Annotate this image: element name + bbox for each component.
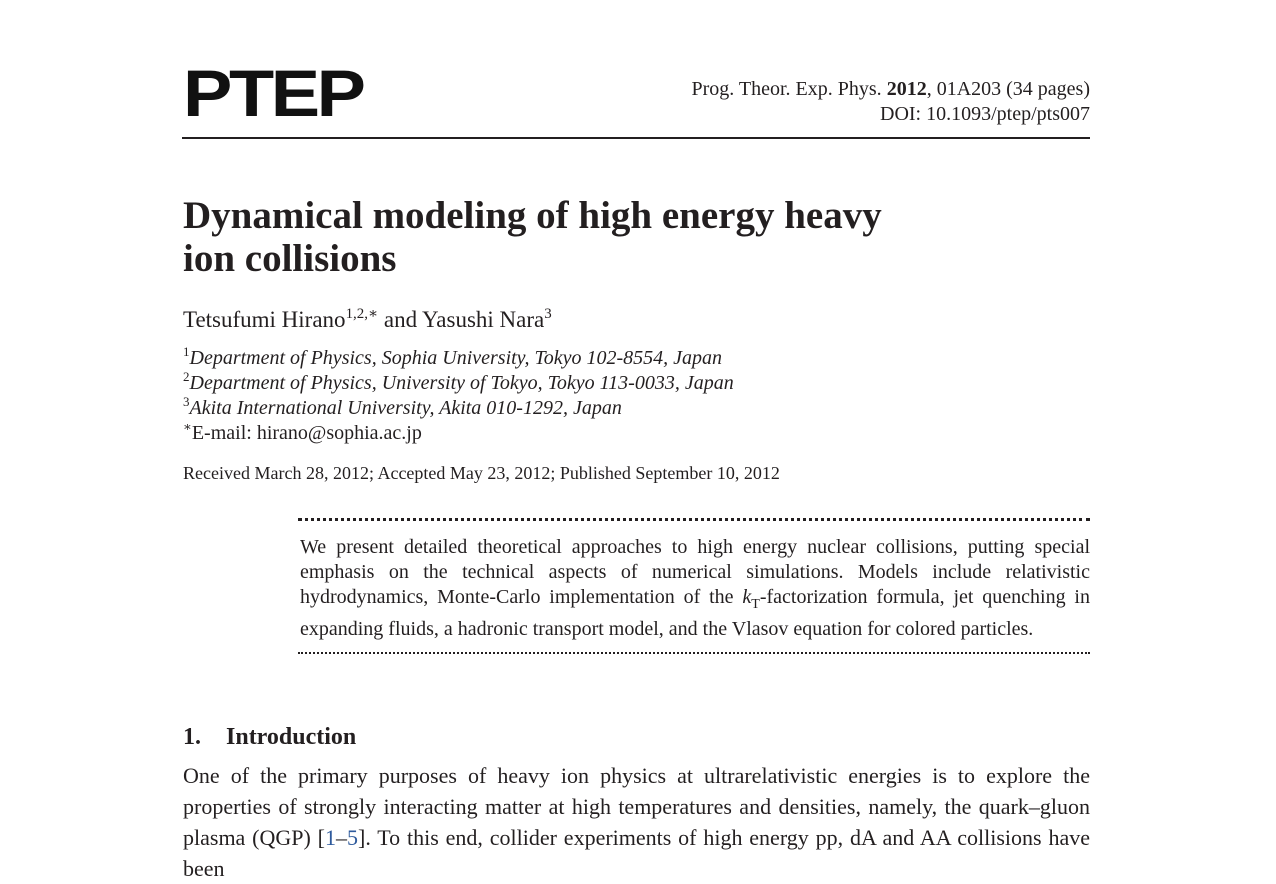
abstract <box>298 518 1090 666</box>
section-heading <box>183 722 356 752</box>
header-rule <box>182 137 1090 139</box>
introduction-paragraph: One of the primary purposes of heavy ion physics at ultrarelativistic energies is to explore the properties of strongly interacting matter at high temperatures and densities, namely, the quark–gluon plasma (QGP) [1–5]. To this end, collider experiments of high energy pp, dA and AA collisions have been <box>183 763 1090 881</box>
abstract-bottom-divider <box>298 652 1090 666</box>
affiliation: $^2$Department of Physics, University of Tokyo, Tokyo 113-0033, Japan <box>183 369 734 394</box>
section-title: Introduction <box>226 724 357 750</box>
affiliation: $^3$Akita International University, Akita 010-1292, Japan <box>183 394 622 419</box>
article-title: Dynamical modeling of high energy heavy ion collisions <box>183 194 882 280</box>
journal-reference: Prog. Theor. Exp. Phys. 2012, 01A203 (34 pages) <box>691 78 1090 100</box>
citation-link[interactable]: 1 <box>325 825 336 850</box>
affiliation: $^1$Department of Physics, Sophia University, Tokyo 102-8554, Japan <box>183 344 723 369</box>
journal-logo: PTEP <box>183 56 363 130</box>
author-list: Tetsufumi Hirano$^{1,2,∗}$ and Yasushi Nara$^3$ <box>183 306 552 332</box>
author-name: Tetsufumi Hirano <box>183 307 346 332</box>
abstract-top-divider <box>298 518 1090 533</box>
author-affiliation-marks: 3 <box>544 306 552 323</box>
publication-dates: Received March 28, 2012; Accepted May 23, 2012; Published September 10, 2012 <box>183 463 780 483</box>
affiliations <box>183 346 734 446</box>
abstract-text: We present detailed theoretical approaches to high energy nuclear collisions, putting special emphasis on the technical aspects of numerical simulations. Models include relativistic hydrodynamics, Monte-Carlo implementation of the $k_T$-factorization formula, jet quenching in expanding fluids, a hadronic transport model, and the Vlasov equation for colored particles. <box>300 536 1090 640</box>
corresponding-email: ∗E-mail: hirano@sophia.ac.jp <box>183 419 422 444</box>
author-name: Yasushi Nara <box>421 307 545 332</box>
journal-year: 2012 <box>886 78 927 100</box>
journal-citation <box>691 77 1090 127</box>
doi: DOI: 10.1093/ptep/pts007 <box>880 103 1090 125</box>
section-number: 1. <box>183 724 201 750</box>
citation-link[interactable]: 5 <box>347 825 358 850</box>
author-affiliation-marks: 1,2,∗ <box>345 306 379 323</box>
